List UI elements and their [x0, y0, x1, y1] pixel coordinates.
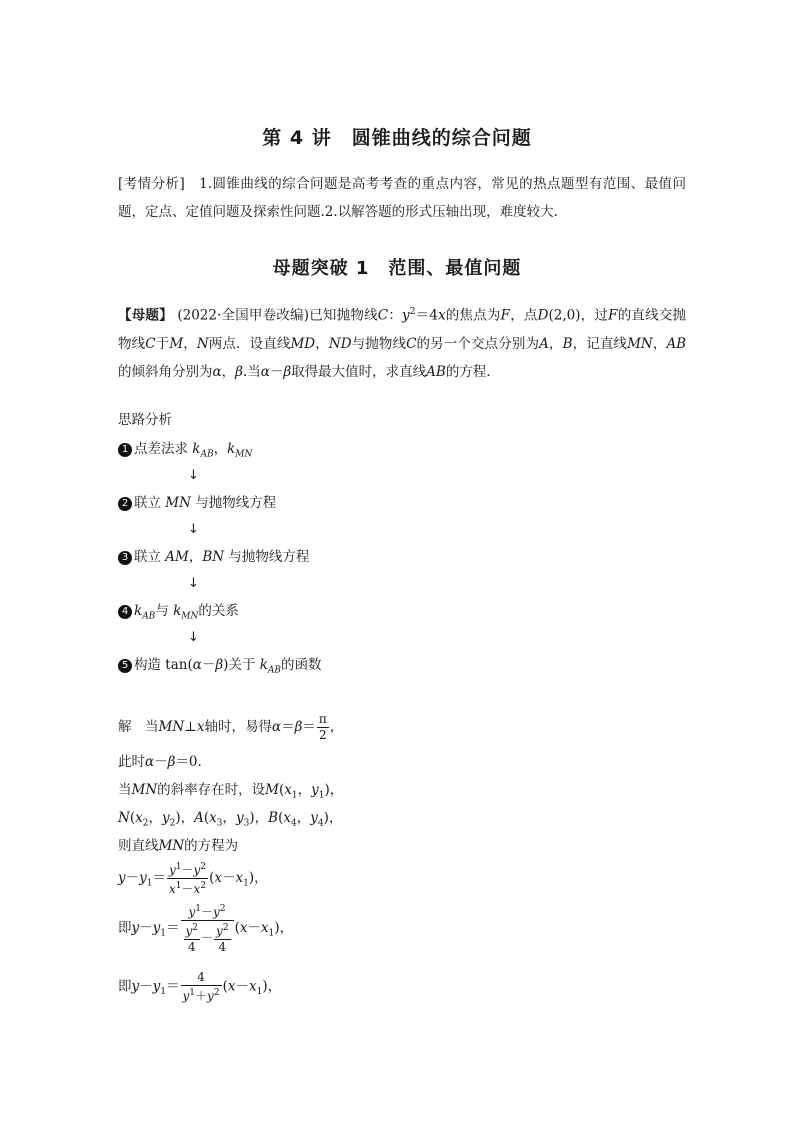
fraction: $\frac{y^2}{4}$ [216, 923, 229, 954]
down-arrow-icon: ↓ [188, 468, 199, 483]
step-number-icon: 3 [118, 551, 132, 565]
down-arrow-icon: ↓ [188, 522, 199, 537]
fraction: $\frac{y^1-y^2}{x^1-x^2}$ [169, 862, 207, 896]
equation-line-3: 即$y-y_1=$ $\frac{4}{y^1+y^2}$ $(x-x_1)$， [118, 970, 282, 1003]
solution-line-3: 当MN的斜率存在时，设$M(x_1$，$y_1$)， [118, 782, 344, 801]
solution-line-2: 此时α－β＝0. [118, 754, 202, 770]
step-number-icon: 4 [118, 605, 132, 619]
flow-step-5: 5 构造 tan(α－β)关于 $k_{AB}$的函数 [118, 651, 618, 679]
flow-step-3: 3 联立 AM，BN 与抛物线方程 [118, 543, 618, 571]
analysis-label: [考情分析] [118, 176, 185, 192]
step-number-icon: 1 [118, 443, 132, 457]
down-arrow-icon: ↓ [188, 630, 199, 645]
problem-label: 【母题】 [118, 307, 173, 324]
mother-problem: 【母题】 (2022·全国甲卷改编)已知抛物线C：$y^2=4x$的焦点为F，点D(2,0)，过F的直线交抛物线C于M，N两点．设直线MD，ND与抛物线C的另一个交点分别为A，B，记直线MN，AB的倾斜角分别为α，β.当α－β取得最大值时，求直线AB的方程． [118, 307, 687, 380]
exam-analysis [118, 170, 686, 226]
flow-step-4: 4 $k_{AB}$与 $k_{MN}$的关系 [118, 597, 618, 625]
solution-line-4: $N(x_2$，$y_2$)，$A(x_3$，$y_3$)，$B(x_4$，$y_4$)， [118, 810, 343, 829]
solution-line-1: 解 当MN⊥x轴时，易得α＝β＝ $\frac{\pi}{2}$ ， [118, 712, 344, 742]
fraction: $y^1-y^2$ $\frac{y^2}{4}$ － $\frac{y^2}{4}$ [181, 902, 234, 955]
flow-step-1: 1 点差法求 $k_{AB}$，$k_{MN}$ [118, 435, 618, 463]
analysis-text: 1.圆锥曲线的综合问题是高考考查的重点内容，常见的热点题型有范围、最值问题，定点、定值问题及探索性问题.2.以解答题的形式压轴出现，难度较大. [118, 176, 686, 220]
lesson-title: 第 4 讲 圆锥曲线的综合问题 [262, 127, 532, 149]
down-arrow-icon: ↓ [188, 576, 199, 591]
flow-step-2: 2 联立 MN 与抛物线方程 [118, 489, 618, 517]
solution-line-5: 则直线MN的方程为 [118, 838, 239, 854]
fraction: $\frac{\pi}{2}$ [318, 712, 327, 742]
problem-source: (2022·全国甲卷改编) [177, 307, 310, 324]
fraction: $\frac{y^2}{4}$ [185, 923, 199, 954]
flow-heading: 思路分析 [118, 412, 172, 428]
step-number-icon: 5 [118, 659, 132, 673]
fraction: $\frac{4}{y^1+y^2}$ [182, 970, 220, 1003]
equation-line-2: 即$y-y_1=$ $y^1-y^2$ $\frac{y^2}{4}$ － $\frac{y^2}{4}$ $(x-x_1)$， [118, 904, 294, 954]
step-number-icon: 2 [118, 497, 132, 511]
equation-line-1: $y-y_1=$ $\frac{y^1-y^2}{x^1-x^2}$ $(x-x_1)$， [118, 862, 268, 896]
solution-idea-flow [118, 405, 618, 679]
section-title: 母题突破 1 范围、最值问题 [272, 258, 522, 279]
